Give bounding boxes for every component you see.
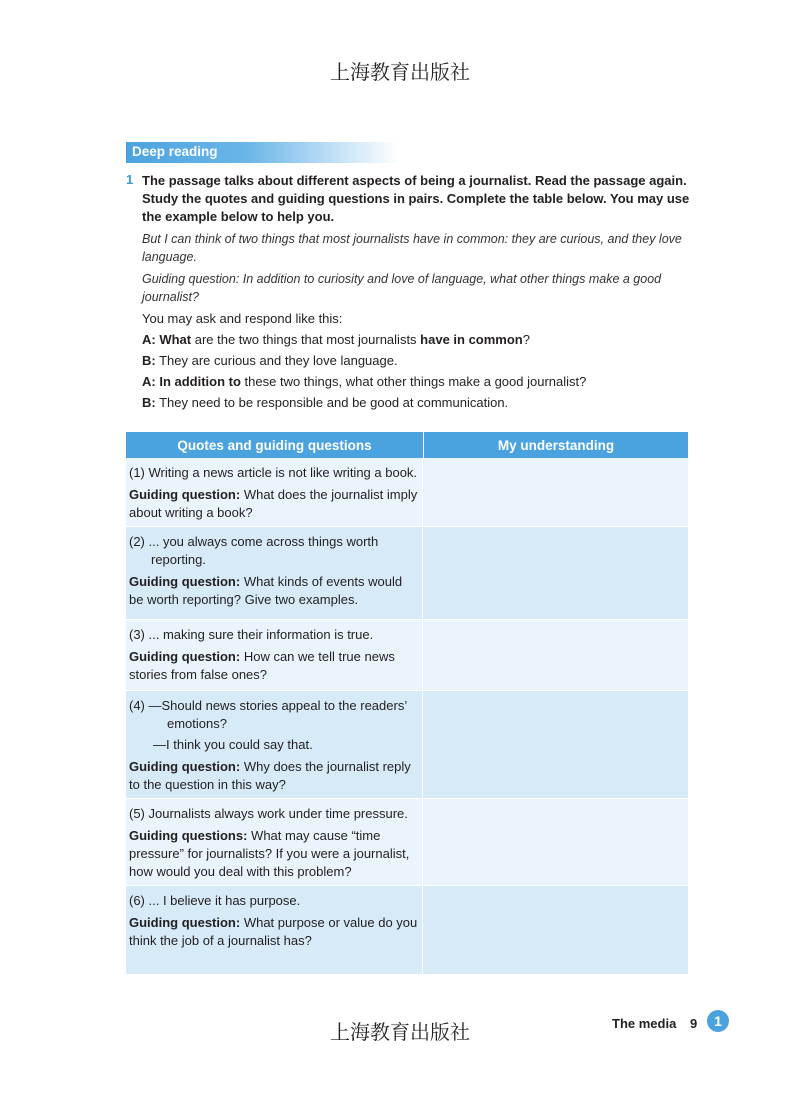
- dialogue-text: They need to be responsible and be good at communication.: [155, 395, 509, 410]
- answer-cell[interactable]: [423, 527, 688, 619]
- guiding-question: [129, 486, 418, 522]
- guiding-text: What does the journalist imply about writing a book?: [129, 487, 418, 520]
- guiding-text: What may cause “time pressure” for journalists? If you were a journalist, how would you deal with this problem?: [129, 828, 410, 879]
- speaker-label: A:: [142, 332, 156, 347]
- task-instruction: The passage talks about different aspects of being a journalist. Read the passage again. Study the quotes and guiding questions in pairs. Complete the table below. You may use the example below to help you.: [142, 173, 690, 224]
- quote-text: (4) —Should news stories appeal to the readers’: [129, 698, 408, 713]
- quote-text: —I think you could say that.: [153, 737, 313, 752]
- guiding-question: [129, 827, 418, 881]
- dialogue-line-2: [142, 352, 692, 370]
- quote-text: (1) Writing a news article is not like writing a book.: [129, 465, 418, 480]
- task-number: 1: [126, 172, 134, 187]
- answer-cell[interactable]: [423, 691, 688, 798]
- section-title: Deep reading: [132, 144, 218, 159]
- guiding-question: [129, 573, 418, 609]
- table-row: [126, 799, 688, 886]
- guiding-label: Guiding question:: [129, 487, 241, 502]
- dialogue-text: these two things, what other things make a good journalist?: [240, 374, 587, 389]
- answer-cell[interactable]: [423, 799, 688, 885]
- dialogue-emphasis: What: [155, 332, 192, 347]
- dialogue-text: They are curious and they love language.: [155, 353, 398, 368]
- speaker-label: A:: [142, 374, 156, 389]
- guiding-label: Guiding question:: [129, 649, 241, 664]
- speaker-label: B:: [142, 353, 156, 368]
- guiding-label: Guiding question:: [129, 915, 241, 930]
- answer-cell[interactable]: [423, 458, 688, 526]
- quote-text: (2) ... you always come across things worth: [129, 534, 379, 549]
- quote-cell: [126, 458, 423, 526]
- table-row: [126, 458, 688, 527]
- quote-cell: [126, 886, 423, 974]
- table-row: [126, 620, 688, 691]
- header-understanding: My understanding: [497, 437, 615, 453]
- table-row: [126, 527, 688, 620]
- publisher-watermark-bottom: 上海教育出版社: [330, 1020, 470, 1044]
- guiding-text: What kinds of events would be worth reporting? Give two examples.: [129, 574, 403, 607]
- guiding-text: Why does the journalist reply to the question in this way?: [129, 759, 411, 792]
- quote-text: emotions?: [167, 716, 227, 731]
- dialogue-text: ?: [522, 332, 530, 347]
- example-quote: But I can think of two things that most journalists have in common: they are curious, and they love language.: [142, 232, 682, 264]
- dialogue-line-3: [142, 373, 692, 391]
- quote-text: (3) ... making sure their information is true.: [129, 627, 374, 642]
- example-guiding-text: In addition to curiosity and love of language, what other things make a good journalist?: [142, 272, 662, 304]
- quote-cell: [126, 527, 423, 619]
- guiding-label: Guiding question:: [129, 759, 241, 774]
- guiding-label: Guiding questions:: [129, 828, 248, 843]
- guiding-label: Guiding question:: [129, 574, 241, 589]
- section-banner: [126, 142, 398, 163]
- example-guiding-label: Guiding question:: [142, 272, 240, 286]
- table-row: [126, 886, 688, 975]
- publisher-watermark-top: 上海教育出版社: [330, 60, 470, 84]
- chapter-label: The media: [612, 1016, 677, 1031]
- answer-cell[interactable]: [423, 620, 688, 690]
- quotes-table: [126, 432, 688, 975]
- guiding-question: [129, 914, 418, 950]
- dialogue-text: are the two things that most journalists: [191, 332, 421, 347]
- dialogue-emphasis: have in common: [420, 332, 523, 347]
- guiding-text: What purpose or value do you think the job of a journalist has?: [129, 915, 418, 948]
- header-quotes: Quotes and guiding questions: [126, 432, 424, 458]
- speaker-label: B:: [142, 395, 156, 410]
- table-row: [126, 691, 688, 799]
- quote-text: (5) Journalists always work under time pressure.: [129, 806, 408, 821]
- dialogue-intro: You may ask and respond like this:: [142, 311, 343, 326]
- example-guiding-question: [142, 270, 692, 306]
- answer-cell[interactable]: [423, 886, 688, 974]
- dialogue-line-4: [142, 394, 692, 412]
- guiding-text: How can we tell true news stories from false ones?: [129, 649, 395, 682]
- guiding-question: [129, 758, 418, 794]
- page-number: 9: [690, 1016, 698, 1031]
- task-1: [126, 172, 692, 412]
- quote-cell: [126, 799, 423, 885]
- table-header: [126, 432, 688, 458]
- quote-text: (6) ... I believe it has purpose.: [129, 893, 301, 908]
- quote-cell: [126, 620, 423, 690]
- dialogue-emphasis: In addition to: [155, 374, 241, 389]
- dialogue-line-1: [142, 331, 692, 349]
- quote-text: reporting.: [151, 552, 206, 567]
- unit-badge: 1: [707, 1010, 729, 1032]
- quote-cell: [126, 691, 423, 798]
- guiding-question: [129, 648, 418, 684]
